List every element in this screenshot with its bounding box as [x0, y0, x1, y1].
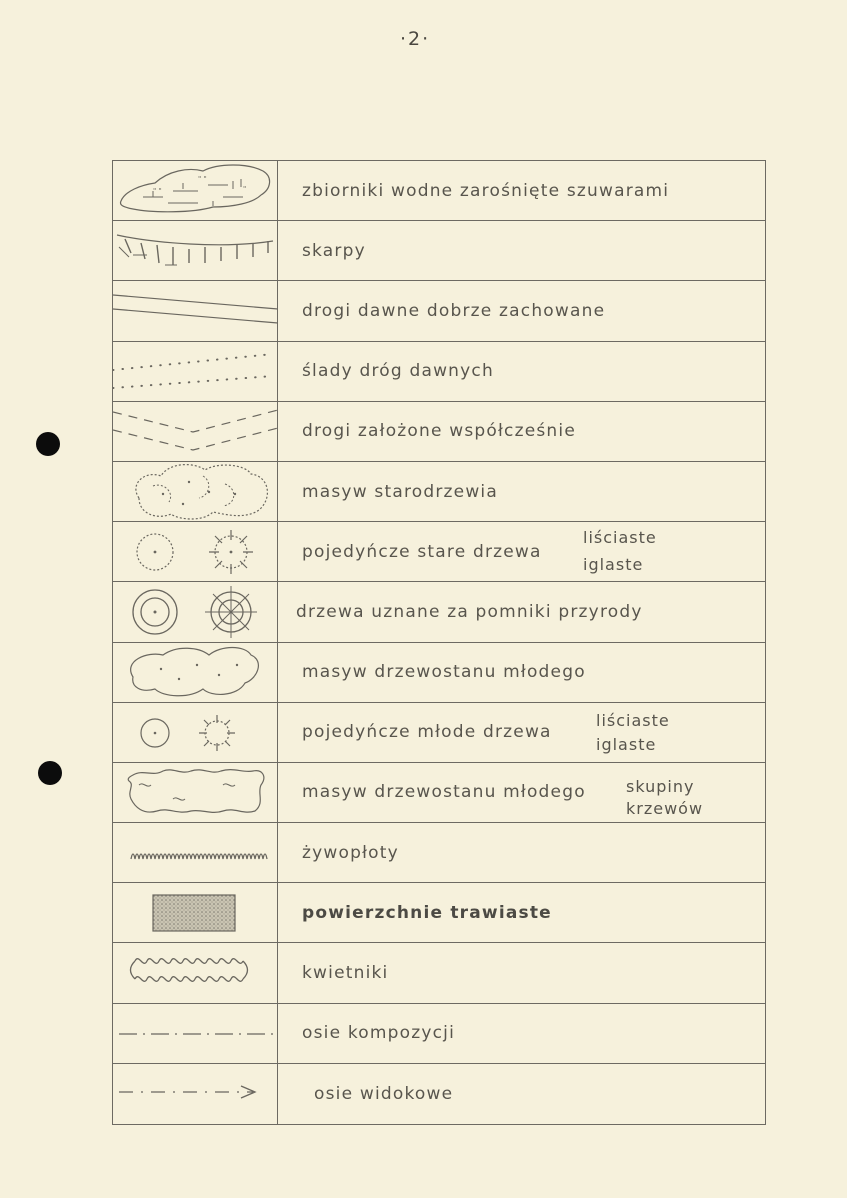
svg-text:": "	[243, 185, 247, 193]
legend-label: ślady dróg dawnych	[302, 361, 494, 382]
young-single-trees-symbol	[113, 703, 278, 762]
page-number: ·2·	[400, 28, 431, 50]
legend-label: masyw drzewostanu młodego	[302, 662, 586, 683]
embankment-symbol	[113, 221, 278, 280]
svg-text:" ": " "	[153, 187, 162, 195]
deciduous-label: liściaste	[583, 528, 657, 548]
hedge-symbol	[113, 823, 278, 882]
legend-row	[113, 221, 765, 281]
legend-row	[113, 281, 765, 341]
modern-road-symbol	[113, 402, 278, 461]
shrub-groups-label: skupiny	[626, 776, 695, 796]
legend-row	[113, 582, 765, 642]
legend-row	[113, 643, 765, 703]
old-road-kept-symbol	[113, 281, 278, 340]
legend-label: pojedyńcze stare drzewa	[302, 541, 542, 562]
shrub-group-symbol	[113, 763, 278, 822]
svg-text:" ": " "	[198, 175, 207, 183]
coniferous-label: iglaste	[596, 734, 657, 754]
legend-label: drogi założone współcześnie	[302, 421, 576, 442]
legend-label: pojedyńcze młode drzewa	[302, 722, 552, 743]
legend-row	[113, 161, 765, 221]
shrubs-label: krzewów	[626, 798, 704, 818]
deciduous-label: liściaste	[596, 710, 670, 730]
legend-label: drogi dawne dobrze zachowane	[302, 300, 606, 321]
legend-label: osie kompozycji	[302, 1023, 456, 1044]
flowerbed-symbol	[113, 943, 278, 1002]
legend-label: masyw starodrzewia	[302, 481, 498, 502]
view-axis-symbol	[113, 1064, 278, 1124]
monument-trees-symbol	[113, 582, 278, 641]
legend-row	[113, 1004, 765, 1064]
legend-table	[112, 160, 766, 1125]
legend-row	[113, 462, 765, 522]
legend-row	[113, 703, 765, 763]
legend-row	[113, 883, 765, 943]
legend-label: zbiorniki wodne zarośnięte szuwarami	[302, 180, 670, 201]
legend-row	[113, 402, 765, 462]
composition-axis-symbol	[113, 1004, 278, 1063]
old-single-trees-symbol	[113, 522, 278, 581]
legend-label: osie widokowe	[314, 1083, 454, 1104]
grass-symbol	[113, 883, 278, 942]
punch-hole-bottom	[38, 761, 62, 785]
legend-row	[113, 342, 765, 402]
punch-hole-top	[36, 432, 60, 456]
legend-label: powierzchnie trawiaste	[302, 902, 552, 923]
legend-label: skarpy	[302, 240, 366, 261]
water-reeds-symbol	[113, 161, 278, 220]
legend-row	[113, 823, 765, 883]
old-tree-mass-symbol	[113, 462, 278, 521]
legend-row	[113, 763, 765, 823]
legend-label: żywopłoty	[302, 842, 399, 863]
coniferous-label: iglaste	[583, 555, 644, 575]
legend-row	[113, 1064, 765, 1124]
young-tree-mass-symbol	[113, 643, 278, 702]
legend-row	[113, 522, 765, 582]
legend-label: masyw drzewostanu młodego	[302, 782, 586, 803]
legend-label: drzewa uznane za pomniki przyrody	[296, 601, 643, 622]
legend-row	[113, 943, 765, 1003]
legend-label: kwietniki	[302, 963, 389, 984]
old-road-traces-symbol	[113, 342, 278, 401]
